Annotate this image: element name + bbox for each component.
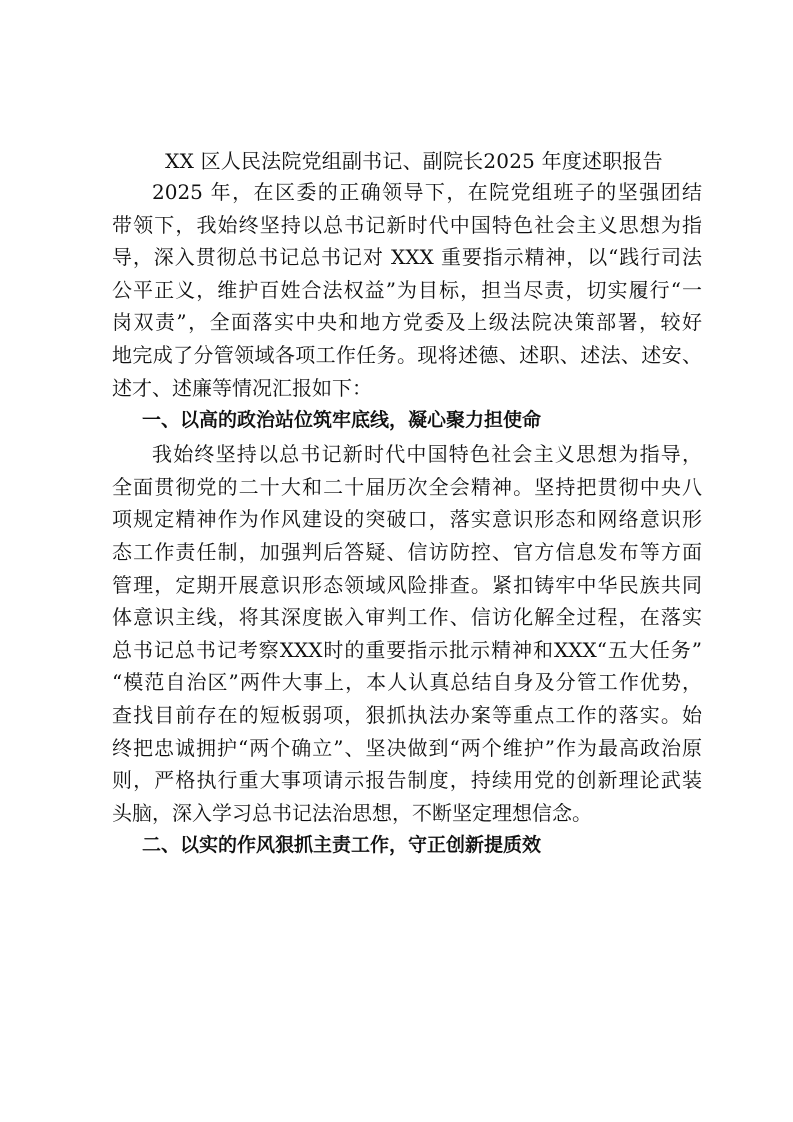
intro-line: 2025 年，在区委的正确领导下，在院党组班子的坚强团结 bbox=[152, 180, 702, 204]
section-1-line: 项规定精神作为作风建设的突破口，落实意识形态和网络意识形 bbox=[112, 507, 702, 532]
section-1-heading: 一、以高的政治站位筑牢底线，凝心聚力担使命 bbox=[142, 409, 542, 432]
intro-line: 地完成了分管领域各项工作任务。现将述德、述职、述法、述安、 bbox=[112, 342, 702, 367]
intro-line: 导，深入贯彻总书记总书记对 XXX 重要指示精神，以“践行司法 bbox=[112, 245, 702, 270]
intro-line: 公平正义，维护百姓合法权益”为目标，担当尽责，切实履行“一 bbox=[112, 277, 702, 302]
section-1-line: 管理，定期开展意识形态领域风险排查。紧扣铸牢中华民族共同 bbox=[112, 572, 702, 597]
section-1-line: “模范自治区”两件大事上，本人认真总结自身及分管工作优势， bbox=[112, 670, 702, 695]
section-2-heading: 二、以实的作风狠抓主责工作，守正创新提质效 bbox=[142, 834, 542, 857]
section-1-line: 体意识主线，将其深度嵌入审判工作、信访化解全过程，在落实 bbox=[112, 605, 702, 630]
section-1-line: 头脑，深入学习总书记法治思想，不断坚定理想信念。 bbox=[112, 800, 592, 825]
document-title: XX 区人民法院党组副书记、副院长2025 年度述职报告 bbox=[165, 149, 663, 173]
intro-line: 带领下，我始终坚持以总书记新时代中国特色社会主义思想为指 bbox=[112, 212, 702, 237]
intro-paragraph bbox=[112, 176, 702, 404]
section-1-line: 终把忠诚拥护“两个确立”、坚决做到“两个维护”作为最高政治原 bbox=[112, 735, 702, 760]
section-1-paragraph bbox=[112, 438, 702, 829]
section-1-line: 查找目前存在的短板弱项，狠抓执法办案等重点工作的落实。始 bbox=[112, 702, 702, 727]
section-1-line: 我始终坚持以总书记新时代中国特色社会主义思想为指导， bbox=[152, 442, 702, 467]
intro-line: 述才、述廉等情况汇报如下： bbox=[112, 375, 372, 400]
section-1-line: 总书记总书记考察XXX时的重要指示批示精神和XXX“五大任务” bbox=[112, 637, 702, 662]
section-1-line: 则，严格执行重大事项请示报告制度，持续用党的创新理论武装 bbox=[112, 768, 702, 793]
intro-line: 岗双责”，全面落实中央和地方党委及上级法院决策部署，较好 bbox=[112, 310, 702, 335]
document-page bbox=[112, 146, 702, 863]
section-1-line: 态工作责任制，加强判后答疑、信访防控、官方信息发布等方面 bbox=[112, 539, 702, 564]
section-1-line: 全面贯彻党的二十大和二十届历次全会精神。坚持把贯彻中央八 bbox=[112, 474, 702, 499]
